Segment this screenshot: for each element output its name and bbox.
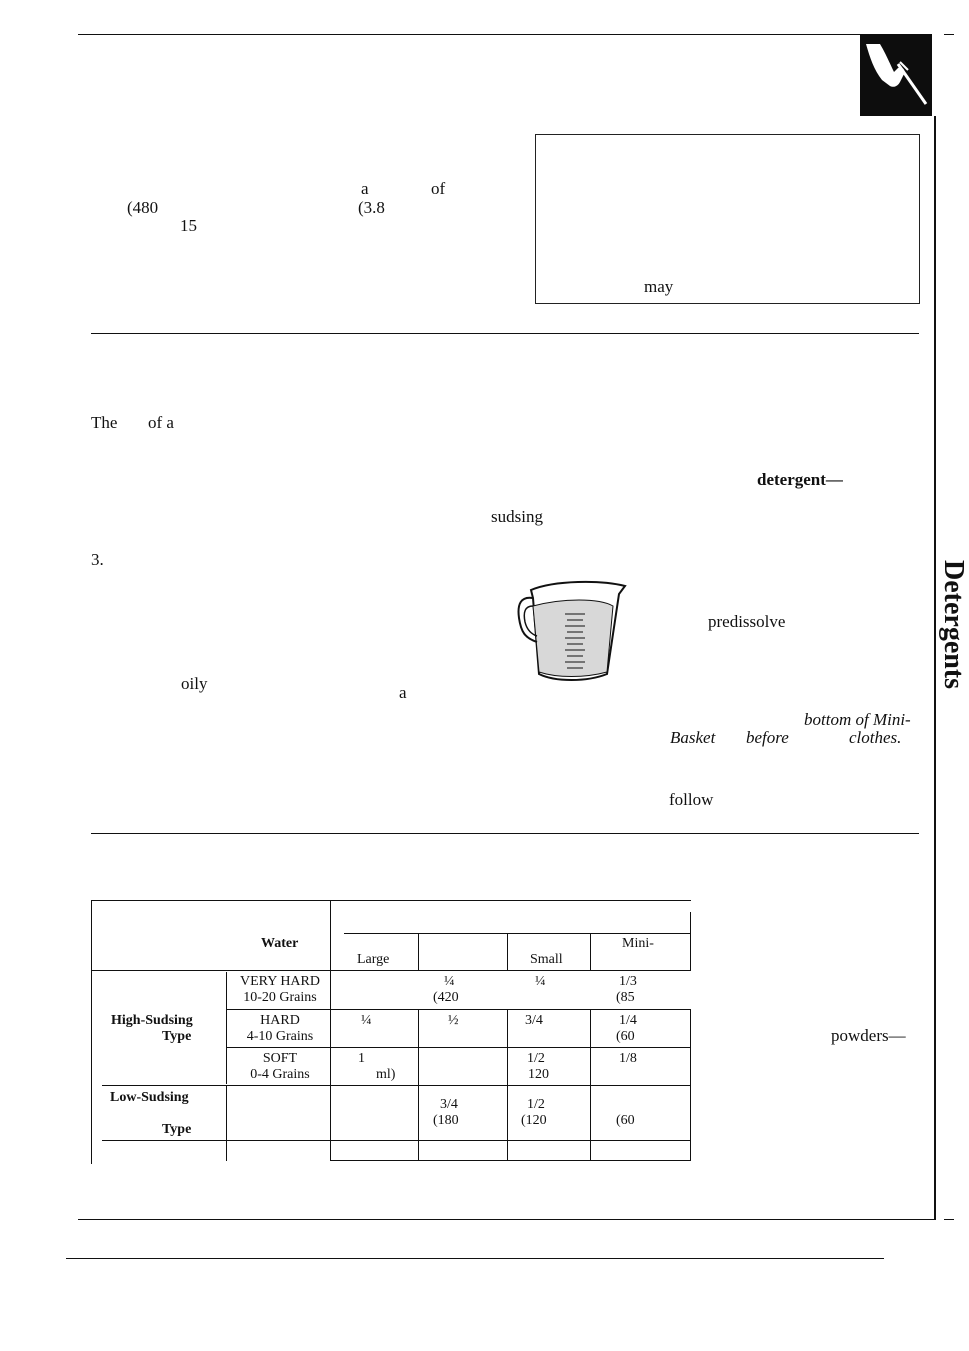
load-size-large: Large xyxy=(357,952,390,967)
row-sep-1 xyxy=(226,1009,691,1010)
low-sudsing-top xyxy=(102,1085,691,1086)
row2-hardness: HARD xyxy=(260,1013,300,1028)
row1-mini-ml: (85 xyxy=(616,990,635,1005)
low-mini-ml: (60 xyxy=(616,1113,635,1128)
table-header-subrule xyxy=(344,933,690,934)
low-small: 1/2 xyxy=(527,1097,545,1112)
row3-hardness: SOFT xyxy=(262,1051,298,1066)
row1-hardness: VERY HARD xyxy=(240,974,320,989)
bottom-rule-1 xyxy=(78,1219,934,1220)
row3-small: 1/2 xyxy=(527,1051,545,1066)
frag-bottom-of-mini: bottom of Mini- xyxy=(804,710,911,729)
table-hardness-left xyxy=(226,972,227,1084)
row-sep-2 xyxy=(226,1047,691,1048)
row2-mini: 1/4 xyxy=(619,1013,637,1028)
frag-basket: Basket xyxy=(670,728,716,747)
frag-a-2: a xyxy=(399,683,407,702)
table-bottom xyxy=(330,1160,691,1161)
frag-follow: follow xyxy=(669,790,714,809)
frag-a: a xyxy=(361,179,369,198)
row2-large: ¼ xyxy=(361,1013,372,1028)
row2-small: 3/4 xyxy=(525,1013,543,1028)
frag-powders: powders— xyxy=(831,1026,906,1045)
low-hardness-left xyxy=(226,1085,227,1161)
low-small-ml: (120 xyxy=(521,1113,547,1128)
table-right-top xyxy=(690,912,691,970)
table-left xyxy=(91,900,92,1164)
low-sudsing-mid xyxy=(102,1140,691,1141)
row3-large: 1 xyxy=(358,1051,365,1066)
row2-mini-ml: (60 xyxy=(616,1029,635,1044)
frag-clothes: clothes. xyxy=(849,728,902,747)
step-number-3: 3. xyxy=(91,550,104,569)
row2-grains: 4-10 Grains xyxy=(246,1029,314,1044)
frag-oily: oily xyxy=(181,674,208,693)
frag-of-a: of a xyxy=(148,413,174,432)
low-sudsing-label: Low-Sudsing xyxy=(110,1090,189,1105)
water-header: Water xyxy=(261,936,299,951)
row3-large-ml: ml) xyxy=(376,1067,396,1082)
table-col-mini-left-head xyxy=(590,933,591,970)
high-sudsing-type: Type xyxy=(162,1029,192,1044)
frag-of: of xyxy=(431,179,446,198)
row1-medium-ml: (420 xyxy=(433,990,459,1005)
row3-grains: 0-4 Grains xyxy=(250,1067,310,1082)
row1-grains: 10-20 Grains xyxy=(243,990,317,1005)
frag-predissolve: predissolve xyxy=(708,612,786,631)
frag-detergent: detergent— xyxy=(757,470,843,489)
bottom-rule-2 xyxy=(66,1258,884,1259)
frag-the: The xyxy=(91,413,118,432)
row2-medium: ½ xyxy=(448,1013,459,1028)
table-top xyxy=(91,900,691,901)
load-size-mini: Mini- xyxy=(622,936,654,951)
frag-15: 15 xyxy=(180,216,197,235)
high-sudsing-label: High-Sudsing xyxy=(111,1013,193,1028)
frag-480: (480 xyxy=(127,198,159,217)
low-medium-ml: (180 xyxy=(433,1113,459,1128)
note-may: may xyxy=(644,277,674,296)
table-col-medium-left-head xyxy=(418,933,419,970)
frag-before: before xyxy=(746,728,789,747)
load-size-small: Small xyxy=(530,952,563,967)
bottom-rule-1-tick xyxy=(944,1219,954,1220)
row1-small: ¼ xyxy=(535,974,546,989)
side-tab-label: Detergents xyxy=(938,560,969,690)
row1-mini: 1/3 xyxy=(619,974,637,989)
low-sudsing-type: Type xyxy=(162,1122,192,1137)
frag-sudsing: sudsing xyxy=(491,507,543,526)
table-header-bottom xyxy=(91,970,691,971)
row1-medium: ¼ xyxy=(444,974,455,989)
table-col-small-left-head xyxy=(507,933,508,970)
low-medium: 3/4 xyxy=(440,1097,458,1112)
row3-mini: 1/8 xyxy=(619,1051,637,1066)
frag-3-8: (3.8 xyxy=(358,198,385,217)
row3-small-ml: 120 xyxy=(528,1067,549,1082)
